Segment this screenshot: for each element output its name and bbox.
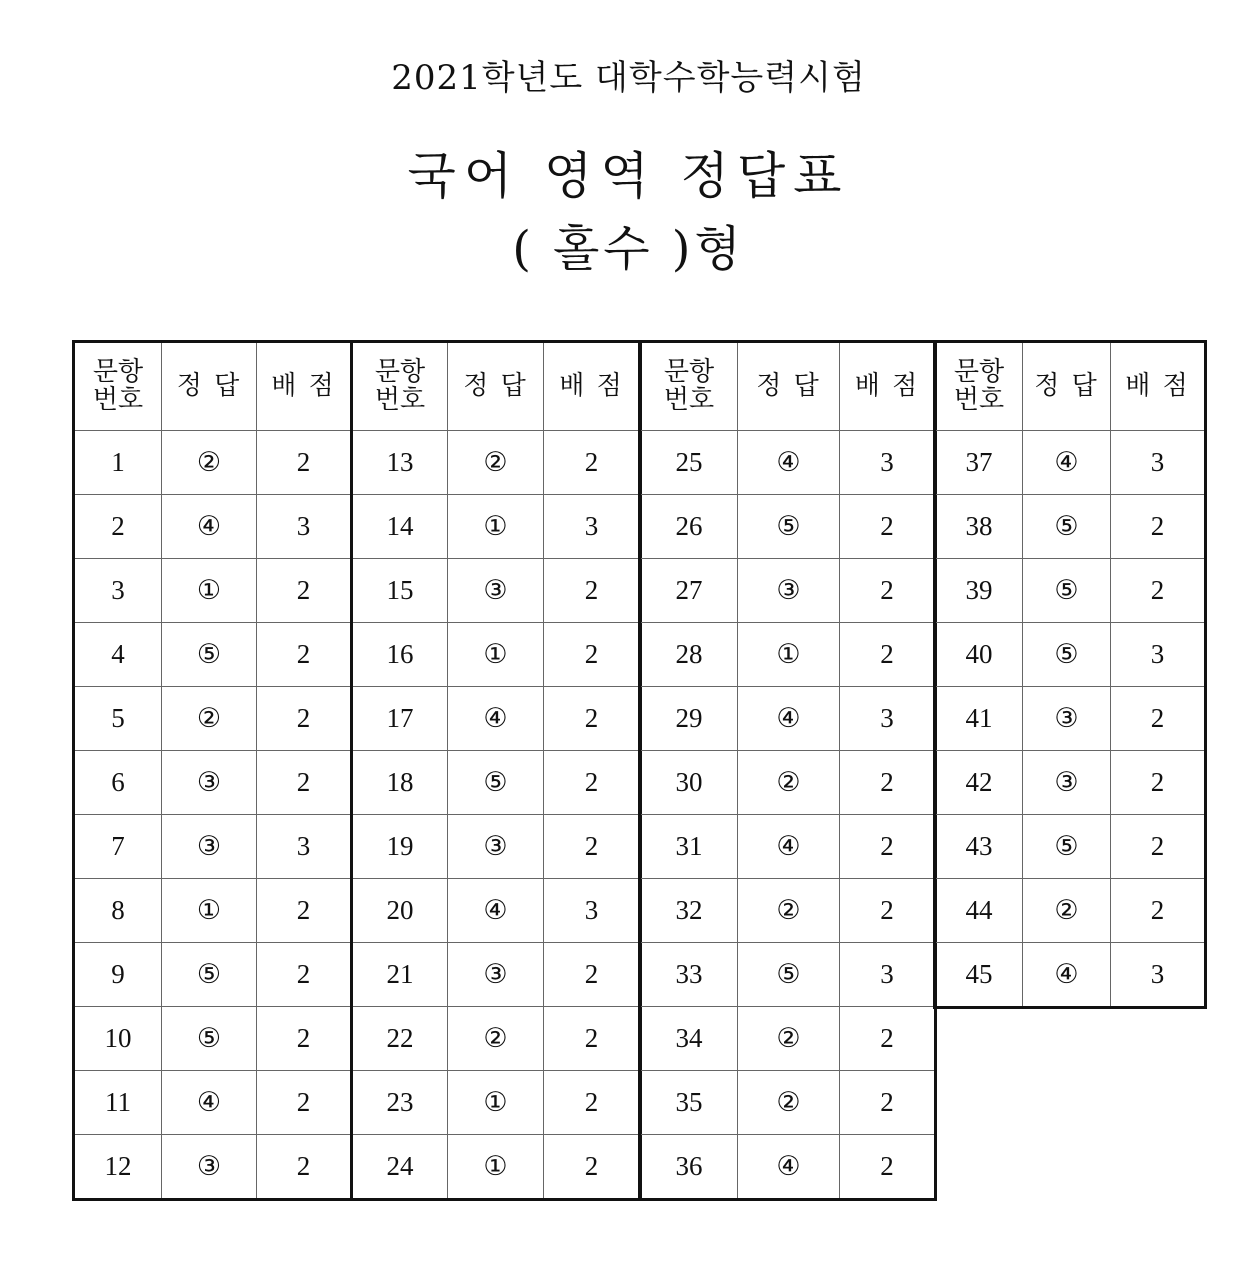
answer-cell: ① (162, 879, 257, 943)
question-number-cell: 21 (352, 943, 448, 1007)
table-row (640, 495, 936, 559)
table-row (640, 623, 936, 687)
question-number-cell: 36 (640, 1135, 738, 1200)
points-cell: 2 (1111, 751, 1206, 815)
points-cell: 3 (840, 687, 936, 751)
answer-cell: ② (738, 1071, 840, 1135)
question-number-cell: 39 (935, 559, 1023, 623)
points-cell: 2 (544, 623, 641, 687)
answer-cell: ④ (738, 687, 840, 751)
table-row (640, 559, 936, 623)
answer-cell: ③ (1023, 687, 1111, 751)
question-number-cell: 7 (74, 815, 162, 879)
points-cell: 3 (1111, 431, 1206, 495)
table-row (74, 1071, 352, 1135)
points-cell: 2 (257, 751, 352, 815)
question-number-cell: 3 (74, 559, 162, 623)
table-row (935, 687, 1206, 751)
header-row (640, 342, 936, 431)
answer-cell: ⑤ (448, 751, 544, 815)
answer-table-block-1 (72, 340, 353, 1201)
question-number-header-line2: 번호 (374, 384, 426, 415)
table-row (74, 623, 352, 687)
table-row (640, 815, 936, 879)
question-number-cell: 20 (352, 879, 448, 943)
points-cell: 2 (544, 1007, 641, 1071)
table-row (640, 751, 936, 815)
table-row (74, 687, 352, 751)
answer-cell: ⑤ (1023, 559, 1111, 623)
answer-table-block-3 (638, 340, 937, 1201)
points-cell: 2 (544, 431, 641, 495)
answer-cell: ④ (738, 431, 840, 495)
points-cell: 3 (544, 879, 641, 943)
answer-cell: ⑤ (162, 943, 257, 1007)
question-number-cell: 26 (640, 495, 738, 559)
question-number-cell: 4 (74, 623, 162, 687)
table-row (935, 751, 1206, 815)
points-cell: 2 (257, 559, 352, 623)
points-cell: 2 (1111, 815, 1206, 879)
answer-cell: ⑤ (738, 495, 840, 559)
question-number-header-line1: 문항 (953, 357, 1005, 388)
question-number-cell: 6 (74, 751, 162, 815)
question-number-header (74, 342, 162, 431)
table-row (352, 1135, 641, 1200)
points-cell: 2 (544, 815, 641, 879)
points-cell: 2 (840, 1135, 936, 1200)
table-row (74, 431, 352, 495)
question-number-cell: 34 (640, 1007, 738, 1071)
form-open-paren: ( (512, 221, 535, 277)
points-cell: 2 (257, 687, 352, 751)
answer-header: 정 답 (162, 342, 257, 431)
question-number-header (352, 342, 448, 431)
answer-cell: ③ (162, 815, 257, 879)
question-number-cell: 28 (640, 623, 738, 687)
points-cell: 2 (257, 1007, 352, 1071)
answer-cell: ① (448, 495, 544, 559)
exam-title: 2021학년도 대학수학능력시험 (391, 58, 866, 98)
table-row (352, 1007, 641, 1071)
points-cell: 2 (840, 1007, 936, 1071)
question-number-cell: 27 (640, 559, 738, 623)
table-row (935, 495, 1206, 559)
form-type-line (0, 210, 1257, 279)
table-row (640, 1071, 936, 1135)
question-number-header (640, 342, 738, 431)
answer-cell: ③ (162, 1135, 257, 1200)
question-number-cell: 31 (640, 815, 738, 879)
table-row (352, 623, 641, 687)
points-cell: 2 (257, 623, 352, 687)
points-cell: 2 (257, 431, 352, 495)
points-cell: 2 (544, 687, 641, 751)
answer-cell: ① (738, 623, 840, 687)
answer-cell: ① (448, 1135, 544, 1200)
answer-cell: ② (738, 751, 840, 815)
answer-cell: ④ (448, 879, 544, 943)
table-row (352, 751, 641, 815)
points-cell: 2 (1111, 495, 1206, 559)
question-number-header-line2: 번호 (953, 384, 1005, 415)
question-number-cell: 1 (74, 431, 162, 495)
question-number-cell: 25 (640, 431, 738, 495)
answer-header: 정 답 (1023, 342, 1111, 431)
points-cell: 2 (257, 1071, 352, 1135)
answer-cell: ⑤ (1023, 815, 1111, 879)
header-row (74, 342, 352, 431)
points-cell: 2 (257, 1135, 352, 1200)
points-header: 배 점 (257, 342, 352, 431)
answer-cell: ② (738, 1007, 840, 1071)
question-number-cell: 29 (640, 687, 738, 751)
table-row (74, 879, 352, 943)
table-row (74, 495, 352, 559)
table-row (352, 1071, 641, 1135)
answer-cell: ① (448, 1071, 544, 1135)
question-number-cell: 15 (352, 559, 448, 623)
question-number-cell: 37 (935, 431, 1023, 495)
question-number-cell: 44 (935, 879, 1023, 943)
question-number-cell: 33 (640, 943, 738, 1007)
answer-cell: ③ (448, 815, 544, 879)
question-number-cell: 14 (352, 495, 448, 559)
points-cell: 3 (1111, 623, 1206, 687)
points-cell: 3 (257, 495, 352, 559)
question-number-cell: 19 (352, 815, 448, 879)
answer-cell: ⑤ (162, 623, 257, 687)
question-number-cell: 35 (640, 1071, 738, 1135)
question-number-cell: 13 (352, 431, 448, 495)
table-row (935, 815, 1206, 879)
header-row (935, 342, 1206, 431)
answer-cell: ⑤ (1023, 495, 1111, 559)
answer-cell: ① (448, 623, 544, 687)
points-cell: 2 (544, 1071, 641, 1135)
table-row (935, 431, 1206, 495)
points-header: 배 점 (1111, 342, 1206, 431)
question-number-cell: 45 (935, 943, 1023, 1008)
table-row (640, 1007, 936, 1071)
points-cell: 2 (840, 879, 936, 943)
points-cell: 3 (840, 431, 936, 495)
points-cell: 2 (840, 1071, 936, 1135)
answer-cell: ④ (1023, 943, 1111, 1008)
subject-title: 국어 영역 정답표 (407, 147, 850, 205)
table-row (352, 495, 641, 559)
answer-cell: ① (162, 559, 257, 623)
points-header: 배 점 (544, 342, 641, 431)
answer-cell: ③ (448, 943, 544, 1007)
question-number-cell: 17 (352, 687, 448, 751)
points-cell: 2 (257, 879, 352, 943)
question-number-cell: 8 (74, 879, 162, 943)
answer-cell: ② (448, 1007, 544, 1071)
answer-cell: ② (738, 879, 840, 943)
question-number-cell: 30 (640, 751, 738, 815)
table-row (935, 623, 1206, 687)
answer-cell: ② (162, 687, 257, 751)
table-row (74, 1007, 352, 1071)
points-cell: 2 (544, 751, 641, 815)
table-row (935, 943, 1206, 1008)
table-row (352, 687, 641, 751)
table-row (640, 943, 936, 1007)
question-number-cell: 2 (74, 495, 162, 559)
points-cell: 2 (840, 751, 936, 815)
answer-cell: ② (448, 431, 544, 495)
answer-cell: ④ (738, 1135, 840, 1200)
header-row (352, 342, 641, 431)
points-cell: 2 (1111, 559, 1206, 623)
answer-header: 정 답 (448, 342, 544, 431)
question-number-cell: 32 (640, 879, 738, 943)
points-cell: 3 (840, 943, 936, 1007)
points-cell: 2 (840, 559, 936, 623)
answer-table-block-4 (933, 340, 1207, 1009)
table-row (352, 559, 641, 623)
form-type: 홀수 (552, 221, 654, 277)
table-row (640, 1135, 936, 1200)
answer-cell: ④ (738, 815, 840, 879)
answer-cell: ⑤ (738, 943, 840, 1007)
question-number-cell: 10 (74, 1007, 162, 1071)
answer-cell: ② (162, 431, 257, 495)
question-number-cell: 24 (352, 1135, 448, 1200)
points-cell: 3 (544, 495, 641, 559)
table-row (935, 559, 1206, 623)
question-number-cell: 18 (352, 751, 448, 815)
answer-header: 정 답 (738, 342, 840, 431)
answer-cell: ③ (1023, 751, 1111, 815)
points-cell: 2 (1111, 687, 1206, 751)
question-number-cell: 38 (935, 495, 1023, 559)
points-cell: 3 (1111, 943, 1206, 1008)
answer-cell: ③ (162, 751, 257, 815)
table-row (74, 751, 352, 815)
points-cell: 2 (1111, 879, 1206, 943)
answer-cell: ④ (162, 495, 257, 559)
question-number-cell: 5 (74, 687, 162, 751)
question-number-cell: 40 (935, 623, 1023, 687)
question-number-header-line2: 번호 (92, 384, 144, 415)
question-number-header-line1: 문항 (663, 357, 715, 388)
table-row (74, 1135, 352, 1200)
points-cell: 2 (544, 559, 641, 623)
answer-cell: ④ (162, 1071, 257, 1135)
table-row (74, 943, 352, 1007)
question-number-cell: 41 (935, 687, 1023, 751)
question-number-header-line1: 문항 (374, 357, 426, 388)
table-row (352, 879, 641, 943)
question-number-header (935, 342, 1023, 431)
table-row (74, 559, 352, 623)
form-close: )형 (671, 221, 745, 277)
table-row (352, 815, 641, 879)
question-number-header-line2: 번호 (663, 384, 715, 415)
points-cell: 2 (544, 943, 641, 1007)
answer-cell: ② (1023, 879, 1111, 943)
table-row (640, 431, 936, 495)
points-cell: 2 (840, 815, 936, 879)
question-number-cell: 43 (935, 815, 1023, 879)
table-row (640, 687, 936, 751)
answer-cell: ⑤ (1023, 623, 1111, 687)
question-number-cell: 9 (74, 943, 162, 1007)
question-number-header-line1: 문항 (92, 357, 144, 388)
table-row (352, 943, 641, 1007)
question-number-cell: 16 (352, 623, 448, 687)
question-number-cell: 11 (74, 1071, 162, 1135)
answer-cell: ④ (1023, 431, 1111, 495)
points-cell: 2 (257, 943, 352, 1007)
answer-table-block-2 (350, 340, 642, 1201)
question-number-cell: 23 (352, 1071, 448, 1135)
answer-cell: ③ (738, 559, 840, 623)
table-row (74, 815, 352, 879)
points-cell: 3 (257, 815, 352, 879)
table-row (640, 879, 936, 943)
points-header: 배 점 (840, 342, 936, 431)
table-row (352, 431, 641, 495)
points-cell: 2 (840, 495, 936, 559)
question-number-cell: 42 (935, 751, 1023, 815)
points-cell: 2 (840, 623, 936, 687)
answer-cell: ③ (448, 559, 544, 623)
question-number-cell: 22 (352, 1007, 448, 1071)
answer-cell: ④ (448, 687, 544, 751)
question-number-cell: 12 (74, 1135, 162, 1200)
points-cell: 2 (544, 1135, 641, 1200)
answer-cell: ⑤ (162, 1007, 257, 1071)
table-row (935, 879, 1206, 943)
